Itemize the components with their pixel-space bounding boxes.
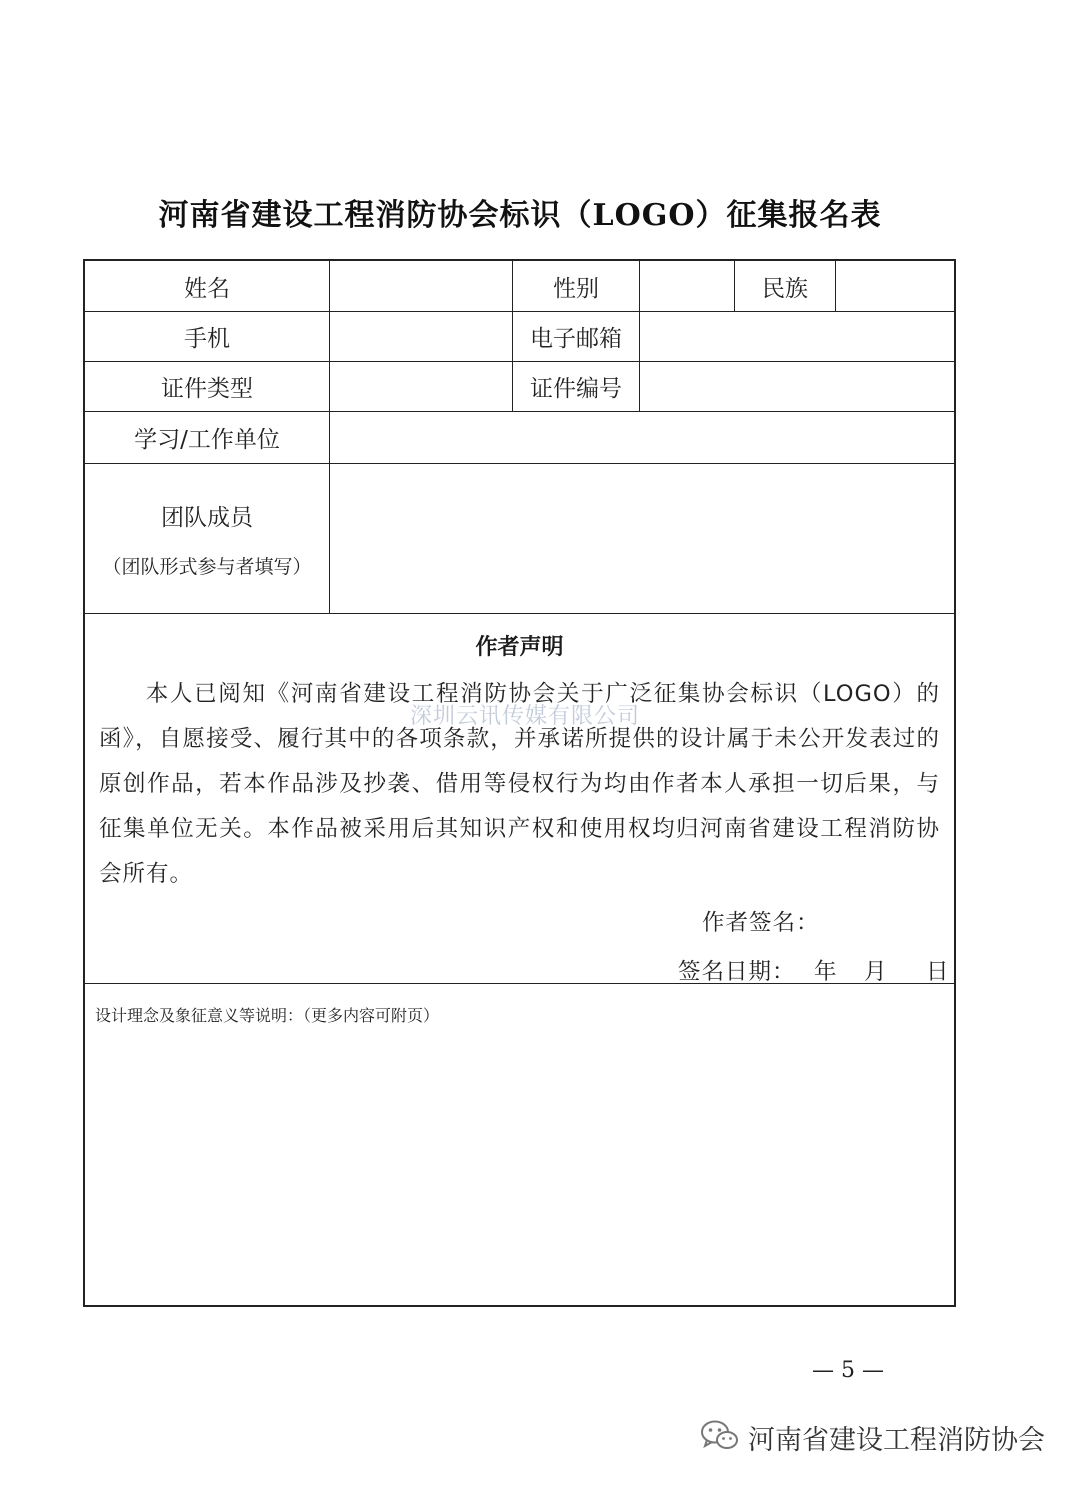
team-label-cell [85,464,330,613]
row-contact [85,312,954,362]
watermark: 深圳云讯传媒有限公司 [410,704,641,729]
document-title: 河南省建设工程消防协会标识（LOGO）征集报名表 [158,198,882,233]
email-label: 电子邮箱 [513,312,640,361]
date-year: 年 [814,959,838,985]
organization-label: 学习/工作单位 [85,412,330,463]
date-month: 月 [864,959,888,985]
ethnicity-field[interactable] [836,261,956,311]
declaration-text: 本人已阅知《河南省建设工程消防协会关于广泛征集协会标识（LOGO）的函》，自愿接受、履行其中的各项条款，并承诺所提供的设计属于未公开发表过的原创作品，若本作品涉及抄袭、借用等侵权行为均由作者本人承担一切后果，与征集单位无关。本作品被采用后其知识产权和使用权均归河南省建设工程消防协会所有。 [99,681,940,887]
row-basic-info [85,261,954,312]
id-type-label: 证件类型 [85,362,330,411]
team-members-note: （团队形式参与者填写） [102,555,312,578]
wechat-icon [700,1419,740,1457]
signature-date-label: 签名日期： [678,959,796,985]
source-account-name: 河南省建设工程消防协会 [748,1425,1045,1456]
row-organization [85,412,954,464]
declaration-title: 作者声明 [475,635,564,660]
page-number: — 5 — [812,1358,884,1383]
email-field[interactable] [640,312,956,361]
team-members-field[interactable] [330,464,956,613]
gender-field[interactable] [640,261,735,311]
id-number-label: 证件编号 [513,362,640,411]
registration-form [83,259,956,1307]
team-members-label: 团队成员 [161,504,253,531]
id-type-field[interactable] [330,362,513,411]
phone-field[interactable] [330,312,513,361]
name-label: 姓名 [85,261,330,311]
design-concept-label: 设计理念及象征意义等说明：（更多内容可附页） [95,1006,440,1025]
row-id [85,362,954,412]
date-day: 日 [926,959,950,985]
ethnicity-label: 民族 [735,261,836,311]
author-signature-label: 作者签名： [702,910,820,936]
gender-label: 性别 [513,261,640,311]
organization-field[interactable] [330,412,956,463]
author-declaration [85,614,954,984]
phone-label: 手机 [85,312,330,361]
footer-source [700,1418,1045,1457]
name-field[interactable] [330,261,513,311]
id-number-field[interactable] [640,362,956,411]
design-concept-field[interactable] [85,1031,954,1301]
row-team [85,464,954,614]
